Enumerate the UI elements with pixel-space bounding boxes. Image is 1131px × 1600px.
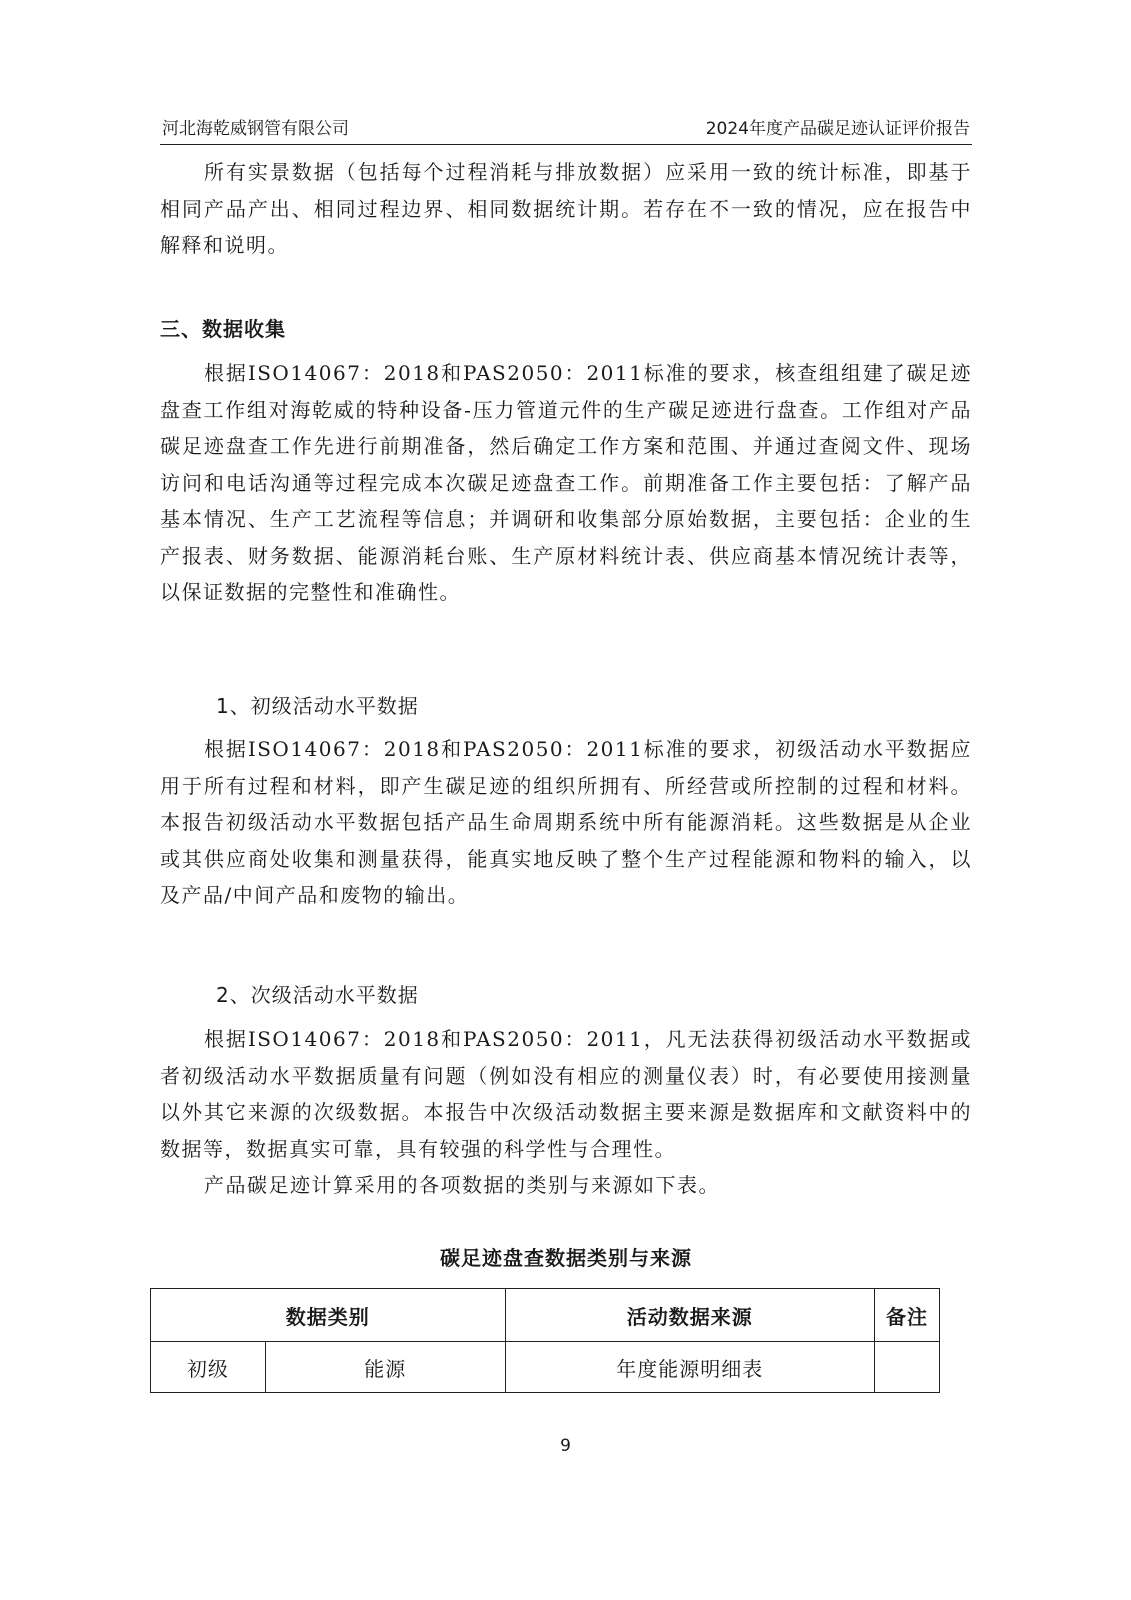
table-row — [151, 1342, 940, 1393]
subsection-1-heading: 1、初级活动水平数据 — [216, 694, 419, 718]
header-data-category: 数据类别 — [151, 1289, 506, 1342]
subsection-2-heading: 2、次级活动水平数据 — [216, 983, 419, 1007]
section3-paragraph: 根据ISO14067：2018和PAS2050：2011标准的要求，核查组组建了碳足迹盘查工作组对海乾威的特种设备-压力管道元件的生产碳足迹进行盘查。工作组对产品碳足迹盘查工作先进行前期准备，然后确定工作方案和范围、并通过查阅文件、现场访问和电话沟通等过程完成本次碳足迹盘查工作。前期准备工作主要包括：了解产品基本情况、生产工艺流程等信息；并调研和收集部分原始数据，主要包括：企业的生产报表、财务数据、能源消耗台账、生产原材料统计表、供应商基本情况统计表等，以保证数据的完整性和准确性。 — [160, 361, 972, 604]
section-heading: 三、数据收集 — [160, 317, 286, 341]
header-activity-source: 活动数据来源 — [505, 1289, 875, 1342]
sub1-paragraph-block — [160, 731, 972, 914]
header-report-title: 2024年度产品碳足迹认证评价报告 — [705, 119, 970, 139]
sub2-paragraph-2: 产品碳足迹计算采用的各项数据的类别与来源如下表。 — [204, 1173, 720, 1197]
table-caption: 碳足迹盘查数据类别与来源 — [440, 1246, 692, 1270]
section3-paragraph-block — [160, 355, 972, 611]
cell-source: 年度能源明细表 — [505, 1342, 875, 1393]
header-remark: 备注 — [875, 1289, 940, 1342]
intro-paragraph-block — [160, 154, 972, 264]
data-source-table — [150, 1288, 940, 1393]
sub2-paragraph-block — [160, 1021, 972, 1204]
sub1-paragraph: 根据ISO14067：2018和PAS2050：2011标准的要求，初级活动水平数据应用于所有过程和材料，即产生碳足迹的组织所拥有、所经营或所控制的过程和材料。本报告初级活动水平数据包括产品生命周期系统中所有能源消耗。这些数据是从企业或其供应商处收集和测量获得，能真实地反映了整个生产过程能源和物料的输入，以及产品/中间产品和废物的输出。 — [160, 737, 972, 907]
page-number: 9 — [560, 1436, 571, 1456]
cell-level: 初级 — [151, 1342, 266, 1393]
header-company: 河北海乾威钢管有限公司 — [162, 119, 349, 139]
cell-remark — [875, 1342, 940, 1393]
cell-type: 能源 — [265, 1342, 505, 1393]
sub2-paragraph: 根据ISO14067：2018和PAS2050：2011，凡无法获得初级活动水平数据或者初级活动水平数据质量有问题（例如没有相应的测量仪表）时，有必要使用接测量以外其它来源的次级数据。本报告中次级活动数据主要来源是数据库和文献资料中的数据等，数据真实可靠，具有较强的科学性与合理性。 — [160, 1027, 972, 1161]
intro-paragraph: 所有实景数据（包括每个过程消耗与排放数据）应采用一致的统计标准，即基于相同产品产出、相同过程边界、相同数据统计期。若存在不一致的情况，应在报告中解释和说明。 — [160, 160, 972, 257]
page-header — [160, 112, 972, 145]
table-header-row — [151, 1289, 940, 1342]
